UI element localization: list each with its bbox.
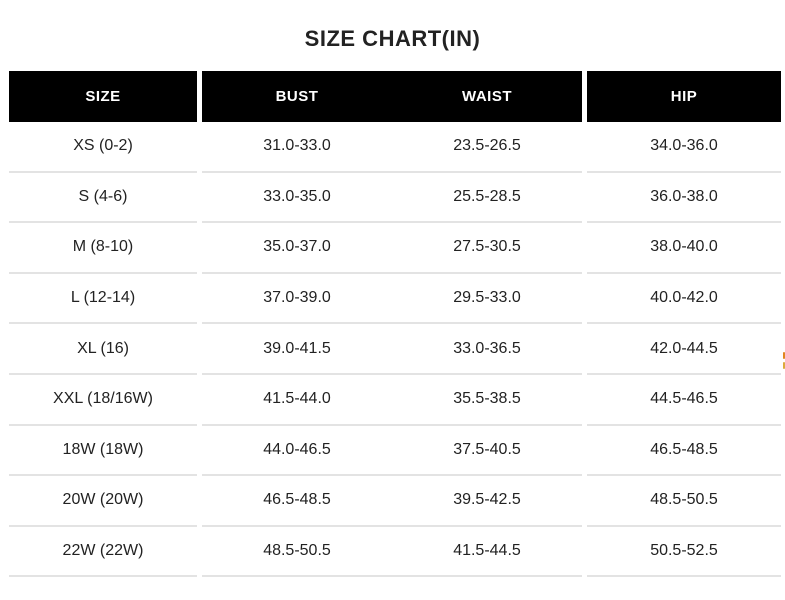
header-cell-waist: WAIST <box>392 71 582 122</box>
header-cell-size: SIZE <box>9 71 197 122</box>
size-cell: M (8-10) <box>9 223 197 274</box>
hip-cell: 48.5-50.5 <box>587 476 781 527</box>
size-cell: 22W (22W) <box>9 527 197 578</box>
waist-cell: 33.0-36.5 <box>453 339 521 357</box>
table-row <box>9 274 781 325</box>
size-cell: S (4-6) <box>9 173 197 224</box>
table-header-row <box>9 71 781 122</box>
waist-cell: 35.5-38.5 <box>453 390 521 408</box>
bust-waist-group <box>202 476 582 527</box>
size-cell: 20W (20W) <box>9 476 197 527</box>
hip-cell: 40.0-42.0 <box>587 274 781 325</box>
hip-cell: 46.5-48.5 <box>587 426 781 477</box>
bust-cell: 44.0-46.5 <box>263 440 331 458</box>
bust-waist-group <box>202 426 582 477</box>
table-body <box>9 122 781 577</box>
table-row <box>9 426 781 477</box>
bust-waist-group <box>202 375 582 426</box>
hip-cell: 50.5-52.5 <box>587 527 781 578</box>
bust-waist-group <box>202 173 582 224</box>
waist-cell: 23.5-26.5 <box>453 137 521 155</box>
size-cell: 18W (18W) <box>9 426 197 477</box>
table-row <box>9 375 781 426</box>
bust-waist-group <box>202 223 582 274</box>
size-chart-table <box>9 71 781 577</box>
hip-cell: 34.0-36.0 <box>587 122 781 173</box>
waist-cell: 27.5-30.5 <box>453 238 521 256</box>
bust-cell: 35.0-37.0 <box>263 238 331 256</box>
header-cell-hip: HIP <box>587 71 781 122</box>
table-row <box>9 122 781 173</box>
table-row <box>9 223 781 274</box>
hip-cell: 42.0-44.5 <box>587 324 781 375</box>
waist-cell: 39.5-42.5 <box>453 491 521 509</box>
size-cell: L (12-14) <box>9 274 197 325</box>
hip-cell: 44.5-46.5 <box>587 375 781 426</box>
bust-cell: 31.0-33.0 <box>263 137 331 155</box>
table-row <box>9 324 781 375</box>
bust-cell: 48.5-50.5 <box>263 542 331 560</box>
header-cell-bust: BUST <box>202 71 392 122</box>
bust-cell: 33.0-35.0 <box>263 187 331 205</box>
table-row <box>9 173 781 224</box>
bust-cell: 39.0-41.5 <box>263 339 331 357</box>
page-title: SIZE CHART(IN) <box>304 26 481 51</box>
table-row <box>9 476 781 527</box>
bust-waist-group <box>202 324 582 375</box>
header-group-bust-waist <box>202 71 582 122</box>
hip-cell: 36.0-38.0 <box>587 173 781 224</box>
bust-cell: 41.5-44.0 <box>263 390 331 408</box>
bust-cell: 37.0-39.0 <box>263 289 331 307</box>
waist-cell: 29.5-33.0 <box>453 289 521 307</box>
waist-cell: 25.5-28.5 <box>453 187 521 205</box>
size-cell: XL (16) <box>9 324 197 375</box>
bust-waist-group <box>202 274 582 325</box>
hip-cell: 38.0-40.0 <box>587 223 781 274</box>
size-cell: XXL (18/16W) <box>9 375 197 426</box>
size-cell: XS (0-2) <box>9 122 197 173</box>
bust-cell: 46.5-48.5 <box>263 491 331 509</box>
waist-cell: 37.5-40.5 <box>453 440 521 458</box>
waist-cell: 41.5-44.5 <box>453 542 521 560</box>
bust-waist-group <box>202 122 582 173</box>
table-row <box>9 527 781 578</box>
bust-waist-group <box>202 527 582 578</box>
